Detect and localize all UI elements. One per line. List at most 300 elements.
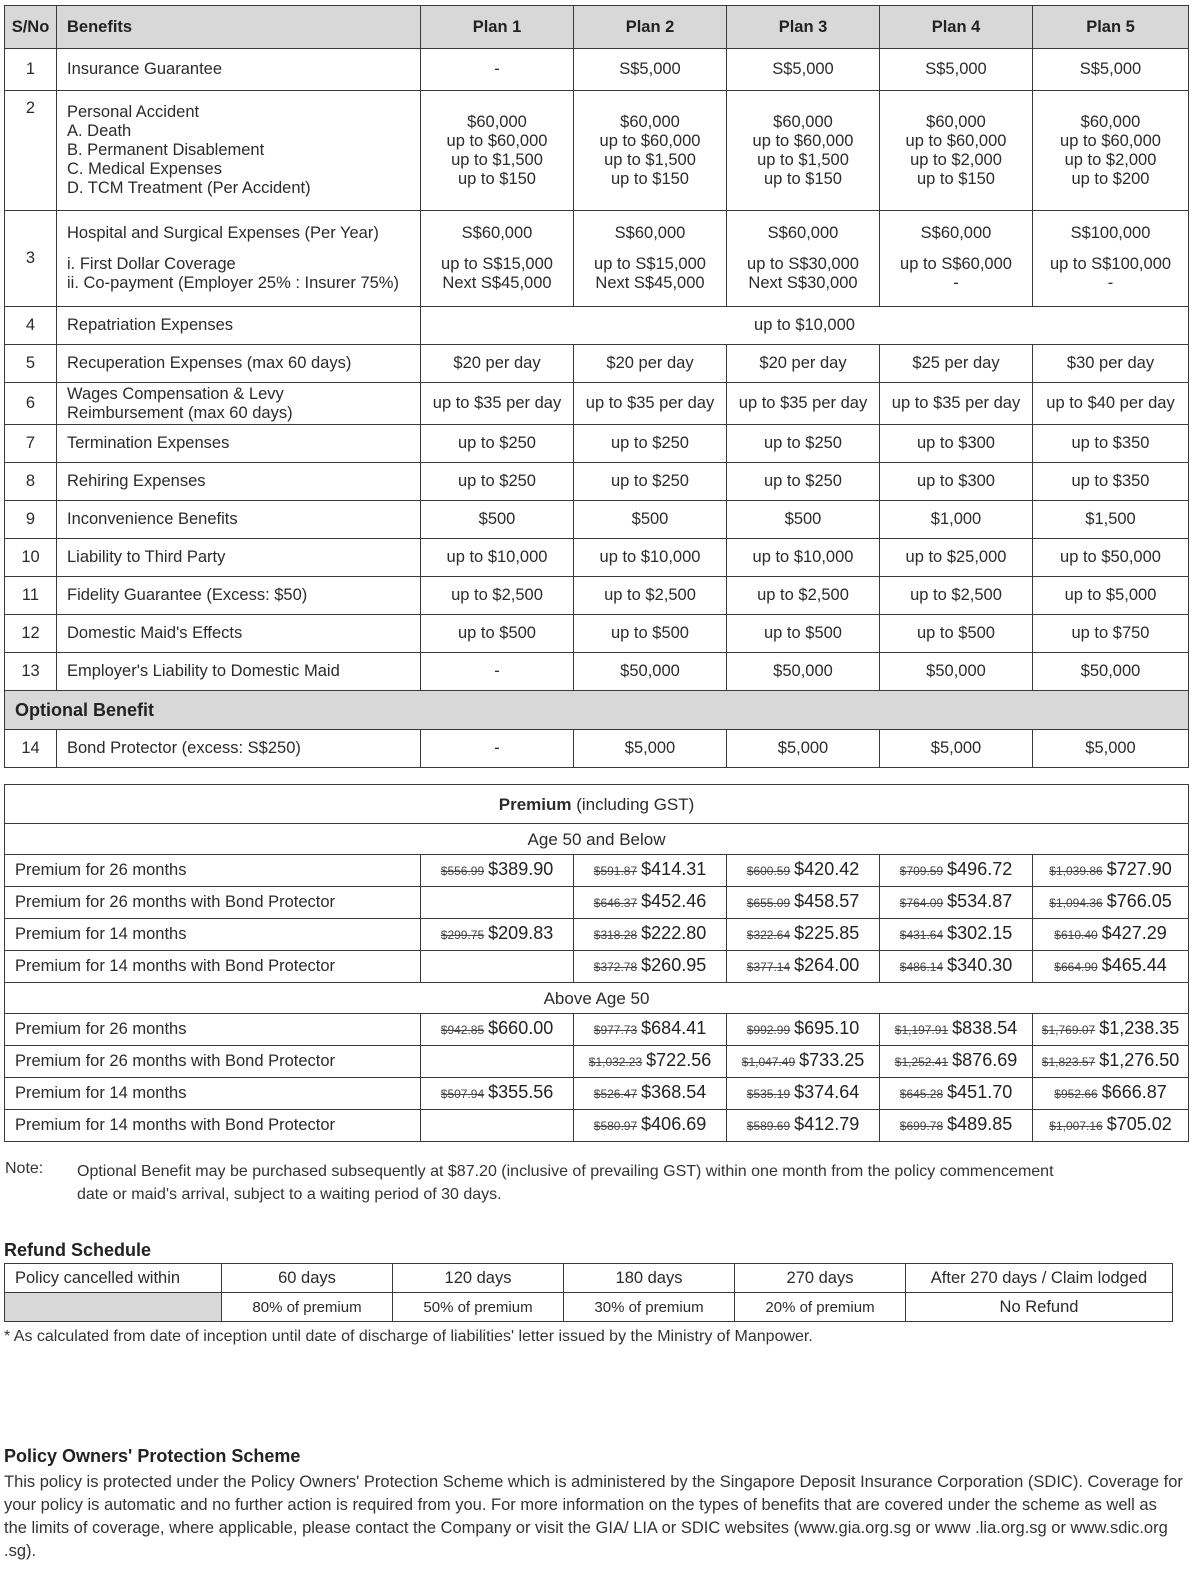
original-price: $526.47 [593, 1087, 638, 1101]
discounted-price: $414.31 [641, 859, 707, 879]
premium-value-plan-1 [421, 1110, 574, 1142]
header-plan-2: Plan 2 [574, 6, 727, 49]
benefit-value-plan-2: $20 per day [574, 345, 727, 383]
benefit-name: Fidelity Guarantee (Excess: $50) [57, 577, 421, 615]
premium-value-plan-2 [574, 887, 727, 919]
benefit-value-plan-4: up to $300 [880, 463, 1033, 501]
benefit-value-plan-3 [727, 211, 880, 307]
premium-row-label: Premium for 14 months [5, 1078, 421, 1110]
benefit-value-line: up to $60,000 [1060, 131, 1161, 150]
original-price: $431.64 [899, 928, 944, 942]
refund-period: After 270 days / Claim lodged [906, 1264, 1173, 1293]
benefit-value-line: up to $200 [1071, 169, 1150, 188]
benefit-value-plan-4: $25 per day [880, 345, 1033, 383]
discounted-price: $412.79 [794, 1114, 860, 1134]
premium-value-plan-3 [727, 855, 880, 887]
discounted-price: $260.95 [641, 955, 707, 975]
discounted-price: $225.85 [794, 923, 860, 943]
premium-value-plan-5 [1033, 855, 1189, 887]
benefit-value-plan-4: S$5,000 [880, 49, 1033, 91]
discounted-price: $496.72 [947, 859, 1013, 879]
premium-value-plan-5 [1033, 1110, 1189, 1142]
benefit-value-plan-2: $5,000 [574, 730, 727, 768]
premium-body [5, 785, 1189, 1142]
premium-value-plan-4 [880, 1014, 1033, 1046]
benefit-value-plan-4: $50,000 [880, 653, 1033, 691]
premium-value-plan-4 [880, 951, 1033, 983]
original-price: $610.40 [1054, 928, 1098, 942]
benefit-row [5, 653, 1189, 691]
refund-periods-row [5, 1264, 1173, 1293]
discounted-price: $222.80 [641, 923, 707, 943]
benefit-value-plan-1: $500 [421, 501, 574, 539]
premium-value-plan-1 [421, 855, 574, 887]
premium-value-plan-1 [421, 951, 574, 983]
benefit-value-plan-3: S$5,000 [727, 49, 880, 91]
benefit-value-plan-2 [574, 211, 727, 307]
benefit-name [57, 211, 421, 307]
benefit-value-plan-1 [421, 211, 574, 307]
original-price: $764.09 [899, 896, 944, 910]
benefit-row [5, 345, 1189, 383]
optional-benefit-heading: Optional Benefit [5, 691, 1189, 730]
benefit-value-line: up to S$15,000 [594, 255, 706, 273]
benefit-value-plan-1: up to $10,000 [421, 539, 574, 577]
benefit-value-plan-1: up to $500 [421, 615, 574, 653]
premium-value-plan-4 [880, 919, 1033, 951]
header-plan-5: Plan 5 [1033, 6, 1189, 49]
discounted-price: $684.41 [641, 1018, 707, 1038]
discounted-price: $705.02 [1106, 1114, 1172, 1134]
benefit-value-plan-4: up to $25,000 [880, 539, 1033, 577]
original-price: $1,047.49 [741, 1055, 796, 1069]
benefit-row [5, 383, 1189, 425]
original-price: $377.14 [746, 960, 791, 974]
original-price: $709.59 [899, 864, 944, 878]
benefit-value-plan-4: up to $2,500 [880, 577, 1033, 615]
benefit-value-line: S$60,000 [920, 224, 992, 242]
refund-amount: 80% of premium [222, 1293, 393, 1322]
benefit-value-plan-3 [727, 91, 880, 211]
benefit-row [5, 615, 1189, 653]
benefit-sno: 12 [5, 615, 57, 653]
premium-row-label: Premium for 26 months with Bond Protector [5, 887, 421, 919]
premium-value-plan-4 [880, 1046, 1033, 1078]
benefit-value-plan-4 [880, 91, 1033, 211]
original-price: $589.69 [746, 1119, 791, 1133]
premium-value-plan-2 [574, 919, 727, 951]
note-label: Note: [5, 1160, 44, 1177]
discounted-price: $458.57 [794, 891, 860, 911]
discounted-price: $733.25 [799, 1050, 865, 1070]
benefit-line: B. Permanent Disablement [67, 141, 265, 159]
discounted-price: $368.54 [641, 1082, 707, 1102]
benefit-value-plan-5: $50,000 [1033, 653, 1189, 691]
benefit-line: C. Medical Expenses [67, 160, 222, 178]
discounted-price: $427.29 [1101, 923, 1167, 943]
benefit-name [57, 91, 421, 211]
benefit-sno: 1 [5, 49, 57, 91]
benefit-value-plan-1: $20 per day [421, 345, 574, 383]
premium-value-plan-4 [880, 855, 1033, 887]
premium-group-row [5, 983, 1189, 1014]
note-text: Optional Benefit may be purchased subsequently at $87.20 (inclusive of prevailing GST) within one month from the policy commencement date or maid's arrival, subject to a waiting period of 30 days. [77, 1163, 1054, 1203]
benefit-value-plan-1: up to $250 [421, 425, 574, 463]
benefit-value-line: S$100,000 [1070, 224, 1151, 242]
benefit-value-line: - [953, 274, 959, 292]
original-price: $1,197.91 [894, 1023, 949, 1037]
benefit-sno: 13 [5, 653, 57, 691]
benefit-value-plan-2: $500 [574, 501, 727, 539]
benefit-name: Employer's Liability to Domestic Maid [57, 653, 421, 691]
original-price: $372.78 [593, 960, 638, 974]
benefit-value-plan-5: $1,500 [1033, 501, 1189, 539]
original-price: $664.90 [1054, 960, 1098, 974]
premium-row [5, 951, 1189, 983]
benefit-value-plan-1: up to $35 per day [421, 383, 574, 425]
original-price: $952.66 [1054, 1087, 1098, 1101]
benefit-sno: 10 [5, 539, 57, 577]
premium-value-plan-2 [574, 1014, 727, 1046]
premium-value-plan-1 [421, 1014, 574, 1046]
discounted-price: $302.15 [947, 923, 1013, 943]
premium-row [5, 1110, 1189, 1142]
benefit-value-plan-1: - [421, 730, 574, 768]
discounted-price: $465.44 [1101, 955, 1167, 975]
original-price: $645.28 [899, 1087, 944, 1101]
benefit-value-plan-5: S$5,000 [1033, 49, 1189, 91]
original-price: $655.09 [746, 896, 791, 910]
benefit-value-line: $60,000 [467, 112, 527, 131]
premium-value-plan-5 [1033, 1078, 1189, 1110]
premium-row-label: Premium for 26 months with Bond Protector [5, 1046, 421, 1078]
benefit-name: Termination Expenses [57, 425, 421, 463]
benefit-value-line: up to $60,000 [599, 131, 701, 150]
original-price: $507.94 [440, 1087, 485, 1101]
benefit-value-plan-4: up to $300 [880, 425, 1033, 463]
benefit-value-plan-3: $500 [727, 501, 880, 539]
benefit-value-plan-1: - [421, 653, 574, 691]
original-price: $591.87 [593, 864, 638, 878]
benefit-name: Domestic Maid's Effects [57, 615, 421, 653]
original-price: $1,007.16 [1049, 1119, 1103, 1133]
refund-period: 120 days [393, 1264, 564, 1293]
benefit-row [5, 307, 1189, 345]
premium-value-plan-4 [880, 1110, 1033, 1142]
original-price: $1,039.86 [1049, 864, 1103, 878]
refund-period: 60 days [222, 1264, 393, 1293]
benefit-value-line: up to $60,000 [446, 131, 548, 150]
header-plan-3: Plan 3 [727, 6, 880, 49]
premium-row-label: Premium for 14 months [5, 919, 421, 951]
benefit-name: Liability to Third Party [57, 539, 421, 577]
benefit-sno: 3 [5, 211, 57, 307]
refund-footnote: * As calculated from date of inception until date of discharge of liabilities' letter issued by the Ministry of Manpower. [4, 1328, 813, 1345]
premium-group-label: Above Age 50 [5, 983, 1189, 1014]
benefit-name: Recuperation Expenses (max 60 days) [57, 345, 421, 383]
benefit-value-line: up to $150 [611, 169, 689, 188]
benefit-value-plan-5: $30 per day [1033, 345, 1189, 383]
benefit-value-line: Next S$30,000 [748, 274, 858, 292]
premium-row-label: Premium for 14 months with Bond Protector [5, 1110, 421, 1142]
benefit-value-line: up to $60,000 [752, 131, 854, 150]
discounted-price: $1,276.50 [1099, 1050, 1180, 1070]
discounted-price: $534.87 [947, 891, 1013, 911]
benefit-value-plan-3: $20 per day [727, 345, 880, 383]
pops-text: This policy is protected under the Policy Owners' Protection Scheme which is administered by the Singapore Deposit Insurance Corporation (SDIC). Coverage for your policy is automatic and no further action is required from you. For more information on the types of benefits that are covered under the scheme as well as the limits of coverage, where applicable, please contact the Company or visit the GIA/ LIA or SDIC websites (www.gia.org.sg or www .lia.org.sg or www.sdic.org .sg). [4, 1473, 1183, 1560]
discounted-price: $695.10 [794, 1018, 860, 1038]
original-price: $299.75 [440, 928, 485, 942]
benefit-row [5, 501, 1189, 539]
refund-amount: 50% of premium [393, 1293, 564, 1322]
benefit-value-line: up to S$100,000 [1049, 255, 1172, 273]
refund-row-label: Policy cancelled within [5, 1264, 222, 1293]
benefit-value-plan-5: $5,000 [1033, 730, 1189, 768]
benefit-value-plan-2: S$5,000 [574, 49, 727, 91]
benefit-line: ii. Co-payment (Employer 25% : Insurer 75%) [67, 274, 399, 292]
benefit-value-line: up to $150 [764, 169, 842, 188]
premium-title-bold: Premium [498, 794, 572, 814]
pops-title: Policy Owners' Protection Scheme [4, 1446, 301, 1466]
discounted-price: $389.90 [488, 859, 554, 879]
original-price: $580.97 [593, 1119, 638, 1133]
benefit-line: i. First Dollar Coverage [67, 255, 236, 273]
refund-amounts-row [5, 1293, 1173, 1322]
premium-value-plan-1 [421, 1046, 574, 1078]
original-price: $318.28 [593, 928, 638, 942]
original-price: $1,032.23 [588, 1055, 643, 1069]
premium-value-plan-4 [880, 887, 1033, 919]
benefit-value-plan-2: up to $2,500 [574, 577, 727, 615]
premium-value-plan-2 [574, 1110, 727, 1142]
benefit-value-plan-4: up to $500 [880, 615, 1033, 653]
benefit-value-plan-5: up to $5,000 [1033, 577, 1189, 615]
premium-value-plan-2 [574, 1078, 727, 1110]
benefit-value-line: up to $1,500 [757, 150, 849, 169]
original-price: $992.99 [746, 1023, 791, 1037]
premium-value-plan-2 [574, 951, 727, 983]
benefit-line: Reimbursement (max 60 days) [67, 403, 293, 422]
premium-value-plan-3 [727, 919, 880, 951]
benefit-value-plan-5: up to $350 [1033, 463, 1189, 501]
benefit-value-plan-5: up to $750 [1033, 615, 1189, 653]
benefit-value-plan-4: $1,000 [880, 501, 1033, 539]
discounted-price: $660.00 [488, 1018, 554, 1038]
premium-row-label: Premium for 14 months with Bond Protector [5, 951, 421, 983]
premium-group-row [5, 824, 1189, 855]
benefit-value-line: up to $2,000 [910, 150, 1002, 169]
benefit-line: Hospital and Surgical Expenses (Per Year) [67, 224, 379, 242]
benefit-value-line: Next S$45,000 [595, 274, 705, 292]
benefit-value-line: S$60,000 [461, 224, 533, 242]
original-price: $486.14 [899, 960, 944, 974]
benefit-row [5, 577, 1189, 615]
discounted-price: $374.64 [794, 1082, 860, 1102]
benefit-value-plan-1: up to $2,500 [421, 577, 574, 615]
premium-value-plan-5 [1033, 887, 1189, 919]
benefit-value-plan-3: up to $250 [727, 425, 880, 463]
refund-amount: No Refund [906, 1293, 1173, 1322]
benefit-value-line: - [1107, 274, 1114, 292]
original-price: $600.59 [746, 864, 791, 878]
premium-group-label: Age 50 and Below [5, 824, 1189, 855]
premium-row [5, 855, 1189, 887]
refund-amount: 20% of premium [735, 1293, 906, 1322]
refund-schedule-table [4, 1263, 1173, 1322]
discounted-price: $489.85 [947, 1114, 1013, 1134]
benefit-value-line: S$60,000 [767, 224, 839, 242]
benefit-value-plan-3: up to $35 per day [727, 383, 880, 425]
benefit-value-plan-3: up to $500 [727, 615, 880, 653]
benefit-value-line: up to S$60,000 [900, 255, 1012, 273]
benefit-value-plan-3: $50,000 [727, 653, 880, 691]
discounted-price: $340.30 [947, 955, 1013, 975]
premium-value-plan-3 [727, 951, 880, 983]
refund-period: 270 days [735, 1264, 906, 1293]
benefit-row [5, 425, 1189, 463]
refund-blank-cell [5, 1293, 222, 1322]
original-price: $977.73 [593, 1023, 638, 1037]
benefit-value-plan-4: $5,000 [880, 730, 1033, 768]
benefit-value-line: up to $1,500 [604, 150, 696, 169]
benefit-name: Rehiring Expenses [57, 463, 421, 501]
discounted-price: $1,238.35 [1099, 1018, 1180, 1038]
discounted-price: $838.54 [952, 1018, 1018, 1038]
benefit-row [5, 463, 1189, 501]
header-plan-1: Plan 1 [421, 6, 574, 49]
original-price: $942.85 [440, 1023, 485, 1037]
premium-row [5, 887, 1189, 919]
discounted-price: $727.90 [1106, 859, 1172, 879]
optional-benefit-section [5, 691, 1189, 730]
header-sno: S/No [5, 6, 57, 49]
benefit-sno: 9 [5, 501, 57, 539]
benefit-value-line: $60,000 [620, 112, 680, 131]
benefit-value-plan-1 [421, 91, 574, 211]
premium-title-rest: (including GST) [571, 794, 695, 814]
original-price: $1,094.36 [1049, 896, 1103, 910]
premium-value-plan-3 [727, 1046, 880, 1078]
premium-table [4, 784, 1189, 1142]
benefit-value-line: S$60,000 [614, 224, 686, 242]
premium-row-label: Premium for 26 months [5, 1014, 421, 1046]
benefit-value-plan-3: up to $250 [727, 463, 880, 501]
benefit-value-plan-5: up to $350 [1033, 425, 1189, 463]
premium-value-plan-1 [421, 887, 574, 919]
original-price: $322.64 [746, 928, 791, 942]
benefit-sno: 8 [5, 463, 57, 501]
premium-row [5, 919, 1189, 951]
discounted-price: $722.56 [646, 1050, 712, 1070]
benefit-value-line: up to S$15,000 [441, 255, 553, 273]
discounted-price: $406.69 [641, 1114, 707, 1134]
benefit-name: Inconvenience Benefits [57, 501, 421, 539]
benefit-value-line: up to $150 [917, 169, 995, 188]
benefit-value-plan-2: up to $250 [574, 463, 727, 501]
benefit-sno: 6 [5, 383, 57, 425]
premium-row [5, 1078, 1189, 1110]
benefit-name: Insurance Guarantee [57, 49, 421, 91]
premium-value-plan-2 [574, 855, 727, 887]
benefit-name [57, 383, 421, 425]
premium-value-plan-1 [421, 919, 574, 951]
benefits-body [5, 49, 1189, 768]
benefit-line: Wages Compensation & Levy [67, 384, 284, 403]
benefit-value-plan-3: $5,000 [727, 730, 880, 768]
benefit-value-line: up to S$30,000 [747, 255, 859, 273]
benefit-value-line: $60,000 [1080, 112, 1141, 131]
premium-value-plan-5 [1033, 1046, 1189, 1078]
original-price: $699.78 [899, 1119, 944, 1133]
original-price: $535.19 [746, 1087, 791, 1101]
benefit-value-plan-5 [1033, 91, 1189, 211]
benefit-value-plan-2: $50,000 [574, 653, 727, 691]
benefit-sno: 14 [5, 730, 57, 768]
header-plan-4: Plan 4 [880, 6, 1033, 49]
discounted-price: $451.70 [947, 1082, 1013, 1102]
original-price: $1,252.41 [894, 1055, 949, 1069]
benefit-row [5, 539, 1189, 577]
premium-value-plan-4 [880, 1078, 1033, 1110]
benefit-name: Repatriation Expenses [57, 307, 421, 345]
benefit-line: D. TCM Treatment (Per Accident) [67, 179, 311, 197]
premium-value-plan-3 [727, 887, 880, 919]
premium-value-plan-3 [727, 1110, 880, 1142]
premium-value-plan-5 [1033, 919, 1189, 951]
discounted-price: $355.56 [488, 1082, 554, 1102]
benefit-value-plan-4 [880, 211, 1033, 307]
benefit-sno: 7 [5, 425, 57, 463]
premium-value-plan-5 [1033, 1014, 1189, 1046]
benefit-value-plan-5: up to $50,000 [1033, 539, 1189, 577]
benefit-sno: 11 [5, 577, 57, 615]
benefit-sno: 5 [5, 345, 57, 383]
benefit-value-plan-3: up to $10,000 [727, 539, 880, 577]
benefit-value-line: Next S$45,000 [442, 274, 552, 292]
premium-value-plan-3 [727, 1014, 880, 1046]
premium-row [5, 1014, 1189, 1046]
original-price: $1,823.57 [1041, 1055, 1096, 1069]
benefit-value-line: up to $150 [458, 169, 536, 188]
benefit-line: A. Death [67, 122, 132, 140]
premium-value-plan-5 [1033, 951, 1189, 983]
premium-row [5, 1046, 1189, 1078]
original-price: $556.99 [440, 864, 485, 878]
discounted-price: $420.42 [794, 859, 860, 879]
premium-value-plan-3 [727, 1078, 880, 1110]
refund-amount: 30% of premium [564, 1293, 735, 1322]
discounted-price: $766.05 [1106, 891, 1172, 911]
benefit-name: Bond Protector (excess: S$250) [57, 730, 421, 768]
discounted-price: $209.83 [488, 923, 554, 943]
premium-title-row [5, 785, 1189, 824]
premium-title [5, 785, 1189, 824]
refund-schedule-title: Refund Schedule [4, 1240, 152, 1260]
discounted-price: $666.87 [1101, 1082, 1167, 1102]
benefit-value-plan-5: up to $40 per day [1033, 383, 1189, 425]
benefit-value-plan-2: up to $500 [574, 615, 727, 653]
benefit-value-line: up to $1,500 [451, 150, 543, 169]
header-benefits: Benefits [57, 6, 421, 49]
discounted-price: $876.69 [952, 1050, 1018, 1070]
benefit-sno: 2 [5, 91, 57, 211]
benefit-value-all-plans: up to $10,000 [421, 307, 1189, 345]
benefit-line: Personal Accident [67, 103, 200, 121]
premium-value-plan-1 [421, 1078, 574, 1110]
benefit-value-plan-2: up to $250 [574, 425, 727, 463]
benefit-value-line: up to $2,000 [1064, 150, 1157, 169]
original-price: $1,769.07 [1041, 1023, 1096, 1037]
